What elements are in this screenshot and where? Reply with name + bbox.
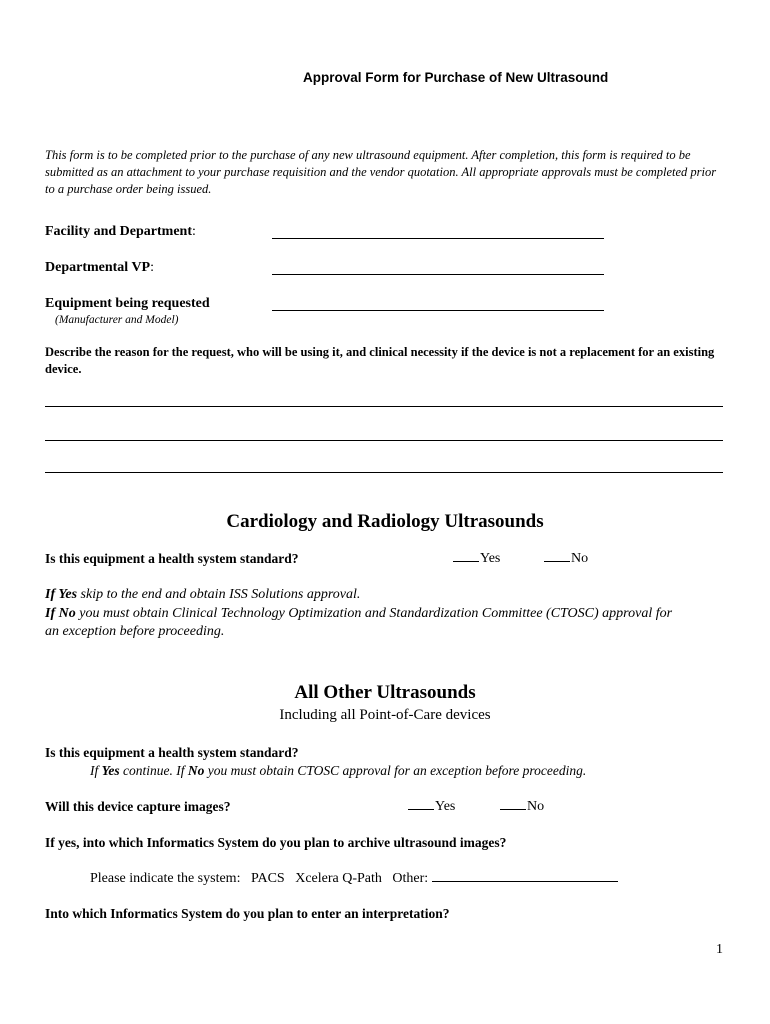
if-no-rest: you must obtain Clinical Technology Optimization and Standardization Committee (CTOSC) approval for bbox=[75, 606, 673, 621]
reason-line-3[interactable] bbox=[45, 472, 723, 473]
cardiology-if-yes bbox=[45, 587, 360, 603]
system-option-xcelera[interactable]: Xcelera bbox=[295, 871, 339, 886]
cardiology-if-no-cont: an exception before proceeding. bbox=[45, 624, 225, 639]
system-other-field[interactable] bbox=[432, 881, 618, 882]
instr-rest: you must obtain CTOSC approval for an exception before proceeding. bbox=[204, 763, 587, 778]
capture-yes-blank[interactable] bbox=[408, 809, 434, 810]
if-yes-rest: skip to the end and obtain ISS Solutions approval. bbox=[77, 587, 361, 602]
facility-field[interactable] bbox=[272, 238, 604, 239]
describe-instruction: Describe the reason for the request, who will be using it, and clinical necessity if the device is not a replacement for an existing device. bbox=[45, 345, 715, 376]
interpretation-system-question: Into which Informatics System do you plan to enter an interpretation? bbox=[45, 906, 450, 921]
system-selection-row bbox=[90, 871, 618, 887]
system-option-pacs[interactable]: PACS bbox=[250, 871, 285, 886]
capture-yes-label: Yes bbox=[435, 799, 456, 814]
other-subheading: Including all Point-of-Care devices bbox=[279, 707, 491, 723]
instr-no: No bbox=[187, 763, 205, 778]
vp-colon: : bbox=[150, 260, 154, 275]
facility-colon: : bbox=[191, 224, 196, 239]
vp-field[interactable] bbox=[272, 274, 604, 275]
cardiology-yes-label: Yes bbox=[480, 551, 501, 566]
system-option-qpath[interactable]: Q-Path bbox=[342, 871, 382, 886]
system-option-other[interactable]: Other: bbox=[392, 871, 429, 886]
instr-mid: continue. If bbox=[119, 763, 188, 778]
page-title: Approval Form for Purchase of New Ultrasound bbox=[303, 70, 609, 85]
cardiology-standard-question: Is this equipment a health system standard? bbox=[45, 551, 299, 566]
capture-no-blank[interactable] bbox=[500, 809, 526, 810]
equipment-label: Equipment being requested bbox=[45, 296, 210, 311]
capture-images-question: Will this device capture images? bbox=[45, 799, 231, 814]
other-heading: All Other Ultrasounds bbox=[294, 682, 476, 703]
system-prompt: Please indicate the system: bbox=[90, 871, 241, 886]
intro-paragraph: This form is to be completed prior to the purchase of any new ultrasound equipment. After completion, this form is required to be submitted as an attachment to your purchase requisition and the vendor quotation. All appropriate approvals must be completed prior to a purchase order being issued. bbox=[45, 148, 717, 196]
cardiology-heading: Cardiology and Radiology Ultrasounds bbox=[226, 511, 544, 532]
vp-label-text: Departmental VP bbox=[45, 260, 151, 275]
other-standard-question: Is this equipment a health system standard? bbox=[45, 745, 299, 760]
equipment-field[interactable] bbox=[272, 310, 604, 311]
cardiology-no-option[interactable] bbox=[544, 551, 588, 567]
other-standard-instruction bbox=[90, 763, 586, 779]
cardiology-yes-option[interactable] bbox=[453, 551, 500, 567]
cardiology-yes-blank[interactable] bbox=[453, 561, 479, 562]
if-yes-word: If Yes bbox=[45, 587, 78, 602]
cardiology-no-label: No bbox=[571, 551, 589, 566]
facility-label bbox=[45, 224, 196, 240]
archive-system-question: If yes, into which Informatics System do you plan to archive ultrasound images? bbox=[45, 835, 507, 850]
facility-label-text: Facility and Department bbox=[45, 224, 192, 239]
instr-yes: Yes bbox=[101, 763, 120, 778]
instr-if: If bbox=[90, 763, 102, 778]
capture-yes-option[interactable] bbox=[408, 799, 455, 815]
reason-line-2[interactable] bbox=[45, 440, 723, 441]
capture-no-option[interactable] bbox=[500, 799, 544, 815]
cardiology-no-blank[interactable] bbox=[544, 561, 570, 562]
reason-line-1[interactable] bbox=[45, 406, 723, 407]
equipment-note: (Manufacturer and Model) bbox=[55, 314, 179, 326]
capture-no-label: No bbox=[527, 799, 545, 814]
cardiology-if-no bbox=[45, 606, 672, 622]
page-number: 1 bbox=[716, 942, 723, 957]
if-no-word: If No bbox=[45, 606, 76, 621]
vp-label bbox=[45, 260, 154, 276]
